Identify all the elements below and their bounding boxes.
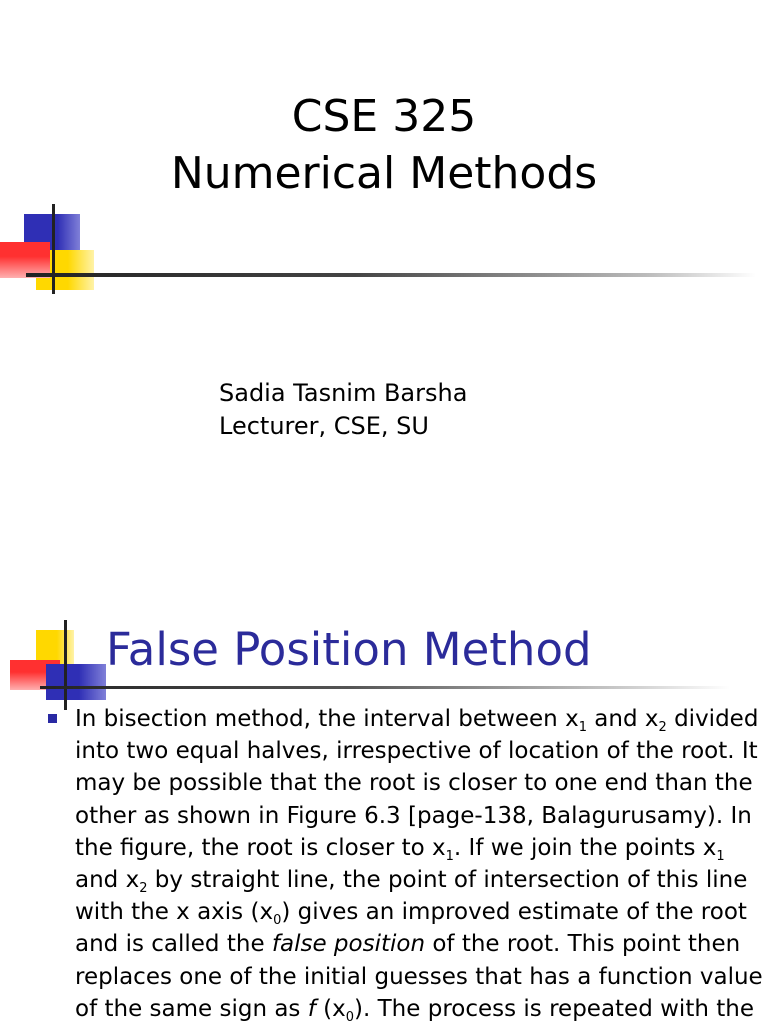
course-code: CSE 325	[291, 91, 477, 142]
text-run: and is called the	[75, 931, 272, 958]
text-run: In bisection method, the interval between x	[75, 706, 579, 732]
course-name: Numerical Methods	[170, 148, 598, 199]
text-run: by straight line, the point of intersection of this line	[147, 867, 748, 894]
text-run: and x	[75, 867, 140, 894]
text-run: ). The process is repeated with the	[354, 995, 754, 1022]
title-rule	[40, 686, 730, 689]
paragraph-line	[75, 896, 755, 928]
text-run: into two equal halves, irrespective of location of the root. It	[75, 738, 758, 765]
subscript: 2	[139, 881, 148, 897]
subscript: 0	[345, 1009, 355, 1024]
text-run: of the same sign as	[75, 995, 308, 1022]
text-run: may be possible that the root is closer to one end than the	[75, 770, 753, 797]
slide-decoration-icon	[0, 612, 110, 712]
subscript: 1	[445, 848, 454, 864]
bullet-paragraph	[75, 703, 763, 1024]
paragraph-line	[75, 961, 763, 993]
title-rule	[26, 273, 756, 277]
paragraph-line	[75, 767, 755, 799]
text-run: the figure, the root is closer to x	[75, 834, 446, 861]
subscript: 0	[273, 913, 282, 929]
paragraph-line	[75, 800, 755, 832]
text-run: with the x axis (x	[75, 899, 274, 926]
italic-text: false position	[271, 931, 426, 958]
subscript: 1	[578, 720, 587, 735]
paragraph-line	[75, 832, 755, 864]
paragraph-line	[75, 993, 755, 1024]
italic-text: f	[307, 995, 316, 1022]
bullet-icon	[48, 714, 57, 723]
paragraph-line	[75, 928, 755, 960]
paragraph-line	[75, 735, 758, 767]
text-run: ) gives an improved estimate of the root	[281, 899, 747, 926]
text-run: . If we join the points x	[453, 834, 717, 861]
text-run: replaces one of the initial guesses that has a function value	[75, 963, 763, 990]
text-run: of the root. This point then	[425, 931, 741, 958]
paragraph-line	[75, 864, 755, 896]
author-block	[219, 377, 467, 443]
content-slide	[0, 580, 768, 1024]
text-run: and x	[586, 706, 659, 732]
text-run: (x	[315, 995, 346, 1022]
subscript: 1	[716, 848, 725, 864]
text-run: other as shown in Figure 6.3 [page-138, Balagurusamy). In	[75, 802, 752, 829]
slide-decoration-icon	[0, 200, 110, 295]
slide-title	[0, 88, 768, 202]
author-role: Lecturer, CSE, SU	[219, 412, 429, 440]
paragraph-line	[75, 703, 759, 735]
text-run: divided	[666, 706, 759, 732]
slide-title: False Position Method	[106, 623, 592, 676]
subscript: 2	[658, 720, 667, 735]
author-name: Sadia Tasnim Barsha	[219, 379, 468, 407]
